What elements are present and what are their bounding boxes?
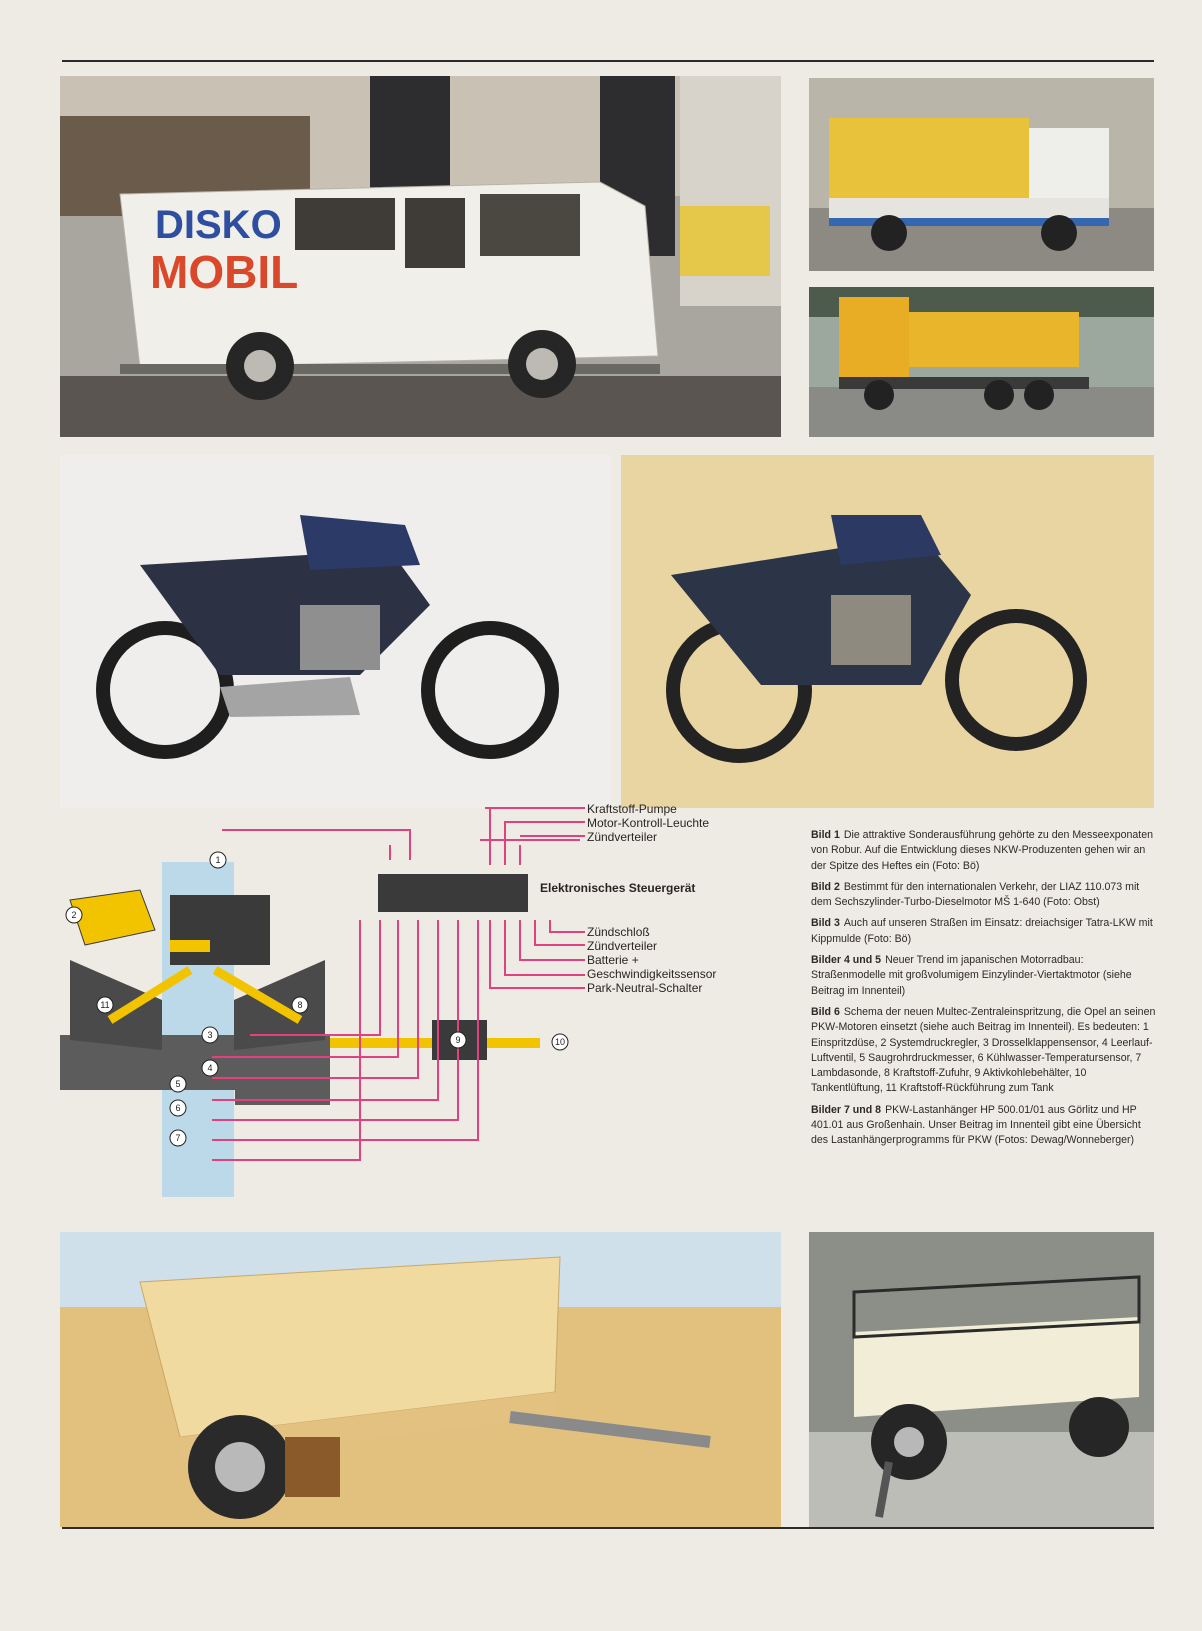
marker-8: 8 [297, 1000, 303, 1010]
caption-bild-1 [811, 828, 1158, 874]
marker-11: 11 [100, 1000, 110, 1010]
caption-bild-3 [811, 916, 1158, 947]
marker-10: 10 [554, 1037, 566, 1047]
label-park-neutral-schalter: Park-Neutral-Schalter [587, 981, 703, 995]
caption-label: Bild 6 [811, 1005, 840, 1018]
caption-text: Die attraktive Sonderausführung gehörte zu den Messeexponaten von Robur. Auf die Entwicklung dieses NKW-Produzenten gehen wir an der Spitze des Heftes ein (Foto: Bö) [811, 829, 1154, 872]
caption-text: Schema der neuen Multec-Zentraleinspritzung, die Opel an seinen PKW-Motoren einsetzt (siehe auch Beitrag im Innenteil). Es bedeuten: 1 Einspritzdüse, 2 Systemdruckregler, 3 Drosselklappensensor, 4 Leerlauf-Luftventil, 5 Saugrohrdruckmesser, 6 Kühlwasser-Temperatursensor, 7 Lambdasonde, 8 Kraftstoff-Zufuhr, 9 Aktivkohlebehälter, 10 Tankentlüftung, 11 Kraftstoff-Rückführung zum Tank [811, 1005, 1156, 1095]
marker-2: 2 [71, 910, 77, 920]
marker-7: 7 [175, 1133, 181, 1143]
photo-yamaha-motorcycle [60, 455, 611, 808]
caption-bilder-7-8 [811, 1103, 1158, 1149]
caption-bild-2 [811, 880, 1158, 911]
multec-injection-diagram [60, 802, 790, 1210]
caption-text: Bestimmt für den internationalen Verkehr, der LIAZ 110.073 mit dem Sechszylinder-Turbo-Dieselmotor MŠ 1-640 (Foto: Obst) [811, 880, 1140, 909]
photo-liaz-truck [809, 78, 1154, 271]
caption-bild-6 [811, 1005, 1158, 1097]
label-zuendschloss: Zündschloß [587, 925, 650, 939]
marker-9: 9 [455, 1035, 461, 1045]
caption-label: Bilder 7 und 8 [811, 1103, 882, 1116]
label-zuendverteiler-top: Zündverteiler [587, 830, 658, 844]
caption-text: Auch auf unseren Straßen im Einsatz: dreiachsiger Tatra-LKW mit Kippmulde (Foto: Bö) [811, 917, 1153, 945]
figure-captions [811, 828, 1158, 1155]
label-zuendverteiler-bottom: Zündverteiler [587, 939, 658, 953]
marker-3: 3 [207, 1030, 213, 1040]
caption-label: Bild 2 [811, 880, 840, 893]
label-motor-kontroll-leuchte: Motor-Kontroll-Leuchte [587, 816, 710, 830]
marker-5: 5 [175, 1079, 181, 1089]
label-batterie: Batterie + [587, 953, 639, 967]
caption-bilder-4-5 [811, 953, 1158, 999]
photo-car-trailer [809, 1232, 1154, 1527]
bottom-rule [62, 1527, 1154, 1529]
photo-robur-disko-mobil [60, 76, 781, 437]
photo-tatra-tipper [809, 287, 1154, 437]
caption-text: PKW-Lastanhänger HP 500.01/01 aus Görlitz und HP 401.01 aus Großenhain. Unser Beitrag im Innenteil gibt eine Übersicht des Lastanhängerprogramms für PKW (Fotos: Dewag/Wonneberger) [811, 1103, 1141, 1147]
van-sign-disko: DISKO [155, 203, 282, 247]
caption-text: Neuer Trend im japanischen Motorradbau: Straßenmodelle mit großvolumigem Einzylinder-Viertaktmotor (siehe Beitrag im Innenteil) [811, 954, 1132, 997]
photo-honda-motorcycle [621, 455, 1154, 808]
photo-wooden-trailer [60, 1232, 781, 1527]
top-rule [62, 60, 1154, 62]
marker-4: 4 [207, 1063, 213, 1073]
label-geschwindigkeitssensor: Geschwindigkeitssensor [587, 967, 717, 981]
marker-6: 6 [175, 1103, 181, 1113]
caption-label: Bilder 4 und 5 [811, 954, 882, 967]
ecu-label: Elektronisches Steuergerät [540, 881, 696, 895]
caption-label: Bild 3 [811, 917, 840, 930]
caption-label: Bild 1 [811, 829, 840, 841]
marker-1: 1 [215, 855, 221, 865]
van-sign-mobil: MOBIL [150, 246, 299, 298]
label-kraftstoff-pumpe: Kraftstoff-Pumpe [587, 802, 677, 816]
